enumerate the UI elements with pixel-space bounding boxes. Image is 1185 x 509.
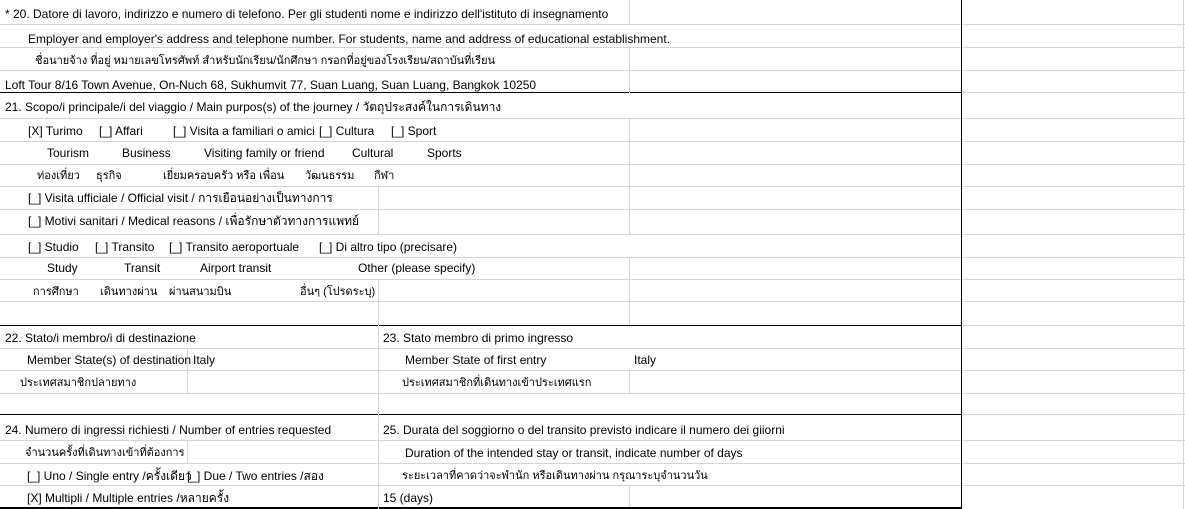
purpose-sport-checkbox[interactable]: [_] Sport — [391, 124, 437, 138]
purpose-official-visit-checkbox[interactable]: [_] Visita ufficiale / Official visit / การเยือนอย่างเป็นทางการ — [28, 191, 333, 205]
section-23-title: 23. Stato membro di primo ingresso — [383, 331, 574, 345]
section-22-thai-label: ประเทศสมาชิกปลายทาง — [20, 377, 137, 389]
purpose-tourism-th: ท่องเที่ยว — [37, 170, 80, 182]
stay-duration-value[interactable]: 15 (days) — [383, 491, 434, 505]
purpose-airport-transit-en: Airport transit — [200, 261, 272, 275]
purpose-cultural-en: Cultural — [352, 146, 394, 160]
purpose-cultural-checkbox[interactable]: [_] Cultura — [319, 124, 375, 138]
purpose-family-en: Visiting family or friend — [204, 146, 325, 160]
purpose-family-th: เยี่ยมครอบครัว หรือ เพื่อน — [163, 170, 285, 182]
section-22-title: 22. Stato/i membro/i di destinazione — [5, 331, 196, 345]
section-24-thai-label: จำนวนครั้งที่เดินทางเข้าที่ต้องการ — [25, 447, 185, 459]
purpose-sports-en: Sports — [427, 146, 462, 160]
purpose-other-en: Other (please specify) — [358, 261, 476, 275]
purpose-study-en: Study — [47, 261, 78, 275]
section-23-english-label: Member State of first entry — [405, 353, 547, 367]
section-25-title: 25. Durata del soggiorno o del transito previsto indicare il numero dei giiorni — [383, 423, 785, 437]
purpose-study-th: การศึกษา — [33, 286, 79, 298]
section-25-thai-label: ระยะเวลาที่คาดว่าจะพำนัก หรือเดินทางผ่าน กรุณาระบุจำนวนวัน — [402, 470, 708, 482]
purpose-cultural-th: วัฒนธรรม — [305, 170, 355, 182]
purpose-tourism-checkbox[interactable]: [X] Turimo — [28, 124, 83, 138]
purpose-sports-th: กีฬา — [374, 170, 395, 182]
employer-address-value[interactable]: Loft Tour 8/16 Town Avenue, On-Nuch 68, Sukhumvit 77, Suan Luang, Suan Luang, Bangkok 10250 — [5, 78, 537, 92]
purpose-business-checkbox[interactable]: [_] Affari — [99, 124, 143, 138]
entries-multiple-checkbox[interactable]: [X] Multipli / Multiple entries /หลายครั้ง — [27, 491, 230, 505]
section-20-english-label: Employer and employer's address and telephone number. For students, name and address of educational establishment. — [28, 32, 671, 46]
purpose-airport-transit-checkbox[interactable]: [_] Transito aeroportuale — [169, 240, 300, 254]
purpose-other-th: อื่นๆ (โปรดระบุ) — [300, 286, 376, 298]
purpose-business-en: Business — [122, 146, 171, 160]
section-23-thai-label: ประเทศสมาชิกที่เดินทางเข้าประเทศแรก — [402, 377, 592, 389]
purpose-business-th: ธุรกิจ — [96, 170, 122, 182]
section-25-english-label: Duration of the intended stay or transit, indicate number of days — [405, 446, 743, 460]
entries-single-checkbox[interactable]: [_] Uno / Single entry /ครั้งเดียว — [27, 469, 192, 483]
purpose-other-checkbox[interactable]: [_] Di altro tipo (precisare) — [319, 240, 458, 254]
purpose-family-checkbox[interactable]: [_] Visita a familiari o amici — [173, 124, 315, 138]
entries-two-checkbox[interactable]: [_] Due / Two entries /สอง — [187, 469, 324, 483]
section-24-title: 24. Numero di ingressi richiesti / Number of entries requested — [5, 423, 332, 437]
section-20-title: * 20. Datore di lavoro, indirizzo e numero di telefono. Per gli studenti nome e indirizzo dell'istituto di insegnamento — [5, 7, 609, 21]
purpose-medical-checkbox[interactable]: [_] Motivi sanitari / Medical reasons / เพื่อรักษาตัวทางการแพทย์ — [28, 214, 360, 228]
purpose-transit-th: เดินทางผ่าน — [100, 286, 158, 298]
purpose-airport-transit-th: ผ่านสนามบิน — [169, 286, 232, 298]
section-22-english-label: Member State(s) of destination — [27, 353, 192, 367]
section-20-thai-label: ชื่อนายจ้าง ที่อยู่ หมายเลขโทรศัพท์ สำหรับนักเรียน/นักศึกษา กรอกที่อยู่ของโรงเรียน/สถาบันที่เรียน — [35, 55, 496, 67]
purpose-study-checkbox[interactable]: [_] Studio — [28, 240, 79, 254]
first-entry-state-value[interactable]: Italy — [634, 353, 657, 367]
purpose-tourism-en: Tourism — [47, 146, 90, 160]
section-21-title: 21. Scopo/i principale/i del viaggio / Main purpos(s) of the journey / วัตถุประสงค์ในการเดินทาง — [5, 100, 502, 114]
purpose-transit-en: Transit — [124, 261, 161, 275]
destination-state-value[interactable]: Italy — [193, 353, 216, 367]
purpose-transit-checkbox[interactable]: [_] Transito — [95, 240, 155, 254]
